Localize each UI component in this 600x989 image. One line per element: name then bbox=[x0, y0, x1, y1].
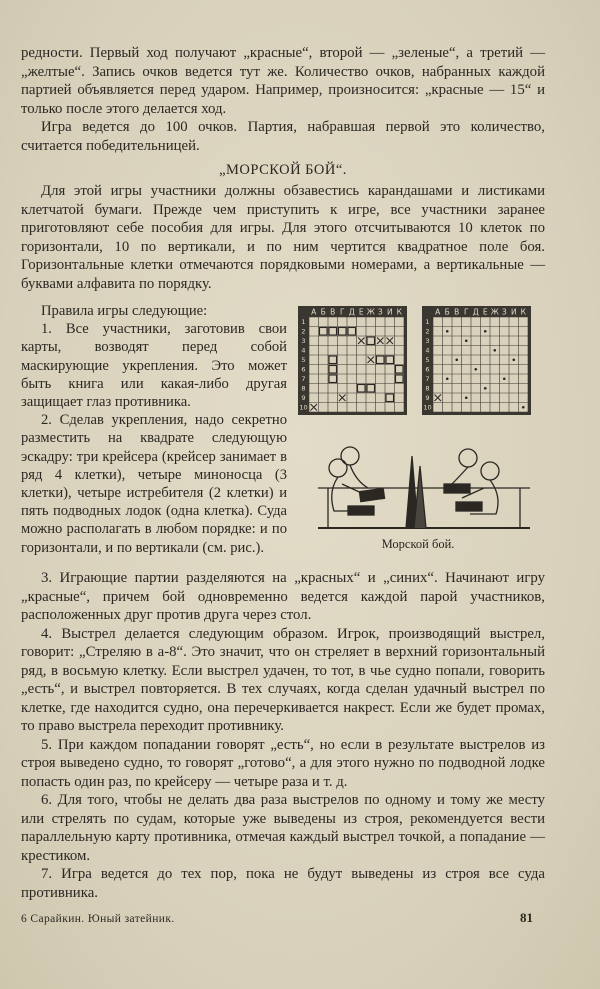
grid-letter: Г bbox=[339, 307, 345, 317]
rule-6: 6. Для того, чтобы не делать два раза выстрелов по одному и тому же месту или стрелять по судам, которые уже выведены из строя, рекомендуется вести параллельную карту противника, отмечая каждый выстрел точкой, а попадание — крестиком. bbox=[21, 792, 545, 864]
page-number: 81 bbox=[520, 910, 533, 925]
rule-5: 5. При каждом попадании говорят „есть“, но если в результате выстрелов из строя выведено судно, то говорят „готово“, а для этого нужно по подводной лодке попасть один раз, по крейсеру — четыре раза и т. д. bbox=[21, 736, 545, 790]
grid-letter: Г bbox=[463, 307, 469, 317]
grid-letter: Е bbox=[482, 307, 488, 317]
grid-number: 8 bbox=[425, 384, 430, 393]
grid-letter: И bbox=[386, 307, 393, 317]
grid-letter: Ж bbox=[366, 307, 375, 317]
grid-number: 8 bbox=[301, 384, 306, 393]
grid-number: 9 bbox=[425, 394, 430, 403]
paragraph-continuation: редности. Первый ход получают „красные“, второй — „зеленые“, а третий — „желтые“. Запись очков ведется тут же. Количество очков, набранных каждой партией объявляется перед ударом. Например, произносится: „красные — 15“ и только после этого делается ход. bbox=[21, 45, 545, 117]
rule-4: 4. Выстрел делается следующим образом. Игрок, производящий выстрел, говорит: „Стреляю в а-8“. Это значит, что он стреляет в верхний горизонтальный ряд, в восьмую клетку. Если выстрел удачен, то тот, в чье судно попали, говорить „есть“, и выстрел повторяется. В тех случаях, когда сделан удачный выстрел по клетке, где находится судно, она перечеркивается накрест. Если же будет промах, то право выстрела переходит противнику. bbox=[21, 625, 545, 734]
grid-number: 3 bbox=[301, 337, 306, 346]
intro-paragraph: Для этой игры участники должны обзавестись карандашами и листиками клетчатой бумаги. Прежде чем приступить к игре, все участники заранее приготовляют себе пособия для игры. Для этого отсчитываются 10 клеток по горизонтали, 10 по вертикали, и по ним чертится квадратное поле боя. Горизонтальные клетки отмечаются порядковыми номерами, а вертикальные — буквами алфавита по порядку. bbox=[21, 183, 545, 292]
grid-letter: А bbox=[435, 307, 441, 317]
grid-number: 2 bbox=[425, 327, 430, 336]
grid-letter: Ж bbox=[490, 307, 499, 317]
grid-letter: К bbox=[396, 307, 402, 317]
grid-letter: И bbox=[510, 307, 517, 317]
paragraph-100-points: Игра ведется до 100 очков. Партия, набравшая первой это количество, считается победительницей. bbox=[21, 119, 545, 154]
sea-battle-figure bbox=[298, 306, 538, 556]
figure-caption: Морской бой. bbox=[381, 537, 455, 551]
grid-letter: Б bbox=[320, 307, 326, 317]
battle-grid-left bbox=[298, 306, 407, 415]
grid-number: 10 bbox=[299, 403, 308, 412]
grid-number: 6 bbox=[425, 365, 430, 374]
grid-letter: В bbox=[454, 307, 460, 317]
grid-letter: А bbox=[311, 307, 317, 317]
grid-number: 1 bbox=[301, 318, 306, 327]
rule-1: 1. Все участники, заготовив свои карты, возводят перед собой маскирующие укрепления. Это может быть книга или какая-либо другая защищает глаз противника. bbox=[21, 321, 287, 411]
grid-letter: З bbox=[377, 307, 383, 317]
grid-number: 5 bbox=[425, 356, 430, 365]
grid-number: 4 bbox=[425, 346, 430, 355]
grid-letter: К bbox=[520, 307, 526, 317]
grid-number: 2 bbox=[301, 327, 306, 336]
grid-letter: В bbox=[330, 307, 336, 317]
grid-number: 4 bbox=[301, 346, 306, 355]
rules-heading: Правила игры следующие: bbox=[41, 303, 208, 319]
rule-2: 2. Сделав укрепления, надо секретно разместить на квадрате следующую эскадру: три крейсера (крейсер занимает в ряд 4 клетки), четыре миноносца (3 клетки), четыре истребителя (2 клетки) и пять подводных лодок (одна клетка). Суда можно располагать в любом порядке: и по горизонтали, и по вертикали (см. рис.). bbox=[21, 412, 287, 556]
grid-letter: З bbox=[501, 307, 507, 317]
top-text bbox=[21, 44, 545, 155]
grid-number: 1 bbox=[425, 318, 430, 327]
grid-number: 6 bbox=[301, 365, 306, 374]
battle-grid-right bbox=[422, 306, 531, 415]
players-scene bbox=[318, 447, 530, 528]
footer-signature: 6 Сарайкин. Юный затейник. bbox=[21, 913, 175, 925]
grid-number: 10 bbox=[423, 403, 432, 412]
sea-battle-illustration bbox=[298, 306, 538, 536]
grid-number: 5 bbox=[301, 356, 306, 365]
grid-number: 3 bbox=[425, 337, 430, 346]
grid-letter: Д bbox=[348, 307, 355, 317]
grid-number: 9 bbox=[301, 394, 306, 403]
grid-number: 7 bbox=[301, 375, 306, 384]
grid-number: 7 bbox=[425, 375, 430, 384]
rules-column bbox=[21, 302, 287, 557]
grid-letter: Д bbox=[472, 307, 479, 317]
bottom-text bbox=[21, 569, 545, 902]
section-title: „МОРСКОЙ БОЙ“. bbox=[219, 162, 347, 178]
grid-letter: Б bbox=[444, 307, 450, 317]
rule-7: 7. Игра ведется до тех пор, пока не будут выведены из строя все суда противника. bbox=[21, 866, 545, 901]
section-heading-block bbox=[21, 161, 545, 180]
rule-3: 3. Играющие партии разделяются на „красных“ и „синих“. Начинают игру „красные“, причем бой одновременно ведется каждой парой участников, расположенных друг против друга через стол. bbox=[21, 570, 545, 623]
grid-letter: Е bbox=[358, 307, 364, 317]
intro-block bbox=[21, 182, 545, 293]
